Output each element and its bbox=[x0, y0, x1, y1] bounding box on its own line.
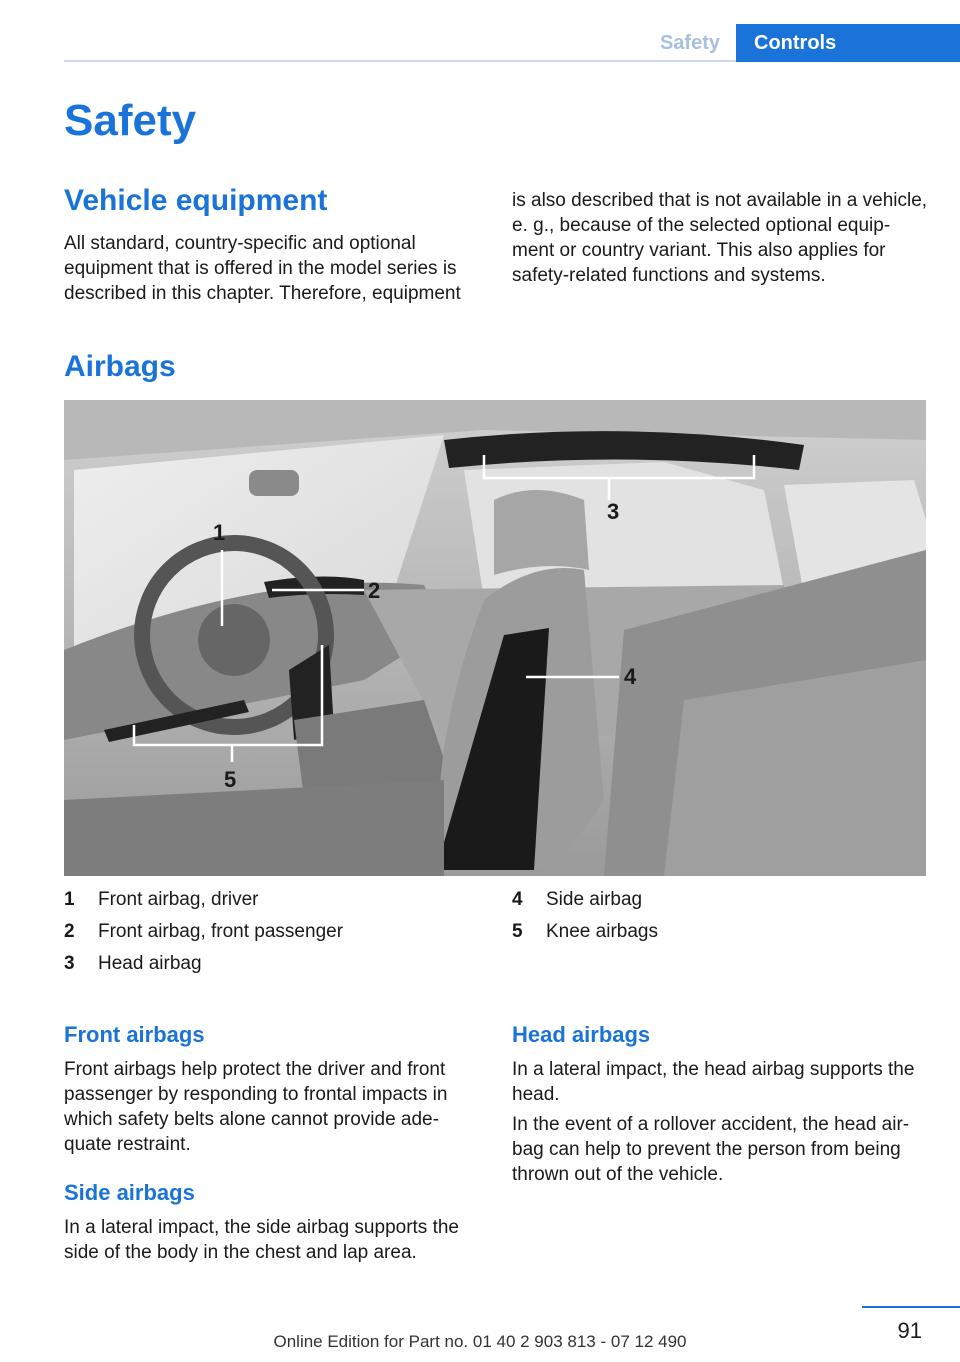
footer-divider bbox=[862, 1306, 960, 1308]
airbag-locations-figure bbox=[64, 400, 926, 876]
section-heading-front-airbags: Front airbags bbox=[64, 1022, 205, 1047]
section-heading-side-airbags: Side airbags bbox=[64, 1180, 195, 1205]
callout-2: 2 bbox=[368, 578, 381, 603]
callout-5: 5 bbox=[224, 767, 237, 792]
section-heading-vehicle-equipment: Vehicle equipment bbox=[64, 184, 328, 217]
section-heading-head-airbags: Head airbags bbox=[512, 1022, 651, 1047]
side-airbags-text: In a lateral impact, the side airbag supports the side of the body in the chest and lap area. bbox=[64, 1217, 460, 1263]
legend-item: 4 Side airbag bbox=[512, 889, 643, 910]
headrest bbox=[494, 490, 589, 575]
callout-1: 1 bbox=[213, 520, 226, 545]
callout-4: 4 bbox=[624, 664, 637, 689]
figure-legend-left bbox=[64, 884, 484, 980]
page-title: Safety bbox=[64, 96, 197, 145]
legend-item: 5 Knee airbags bbox=[512, 921, 658, 942]
legend-item: 3 Head airbag bbox=[64, 953, 202, 974]
steering-hub bbox=[198, 604, 270, 676]
vehicle-equipment-text-col1: All standard, country-specific and optional equipment that is offered in the model series is described in this chapter. Therefore, equipment bbox=[64, 233, 461, 304]
tab-controls[interactable]: Controls bbox=[736, 24, 960, 62]
head-airbags-text-2: In the event of a rollover accident, the head air- bag can help to prevent the person from being thrown out of the vehicle. bbox=[512, 1114, 910, 1185]
head-airbags-text-1: In a lateral impact, the head airbag supports the head. bbox=[512, 1059, 915, 1105]
edition-note: Online Edition for Part no. 01 40 2 903 813 - 07 12 490 bbox=[273, 1332, 687, 1351]
section-heading-airbags: Airbags bbox=[64, 350, 176, 383]
legend-item: 1 Front airbag, driver bbox=[64, 889, 259, 910]
tab-safety[interactable]: Safety bbox=[659, 31, 720, 54]
page-number: 91 bbox=[897, 1318, 922, 1343]
front-airbags-text: Front airbags help protect the driver and front passenger by responding to frontal impacts in which safety belts alone cannot provide ade- quate restraint. bbox=[64, 1059, 448, 1155]
vehicle-equipment-text-col2: is also described that is not available in a vehicle, e. g., because of the selected optional equip- ment or country variant. This also applies for safety-related functions and systems. bbox=[512, 190, 928, 286]
legend-item: 2 Front airbag, front passenger bbox=[64, 921, 344, 942]
figure-legend-right bbox=[512, 884, 932, 948]
callout-3: 3 bbox=[607, 499, 620, 524]
rearview-mirror bbox=[249, 470, 299, 496]
